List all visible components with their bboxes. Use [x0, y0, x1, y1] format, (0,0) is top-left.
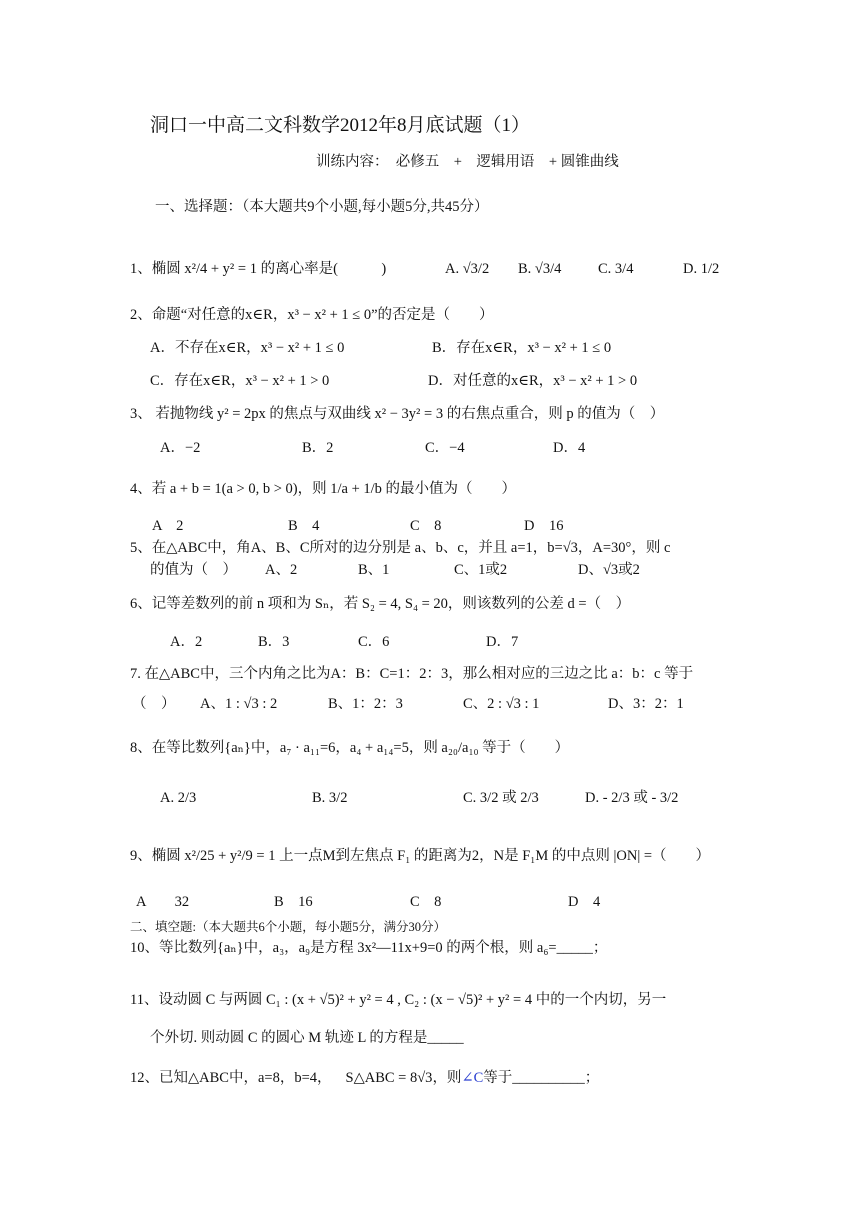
q9-stem: 9、椭圆 x²/25 + y²/9 = 1 上一点M到左焦点 F₁ 的距离为2，N是 F₁M 的中点则 |ON| =（ ）	[130, 848, 711, 864]
q8-option-b: B. 3/2	[312, 790, 348, 806]
q8-stem: 8、在等比数列{aₙ}中，a₇ · a₁₁=6，a₄ + a₁₄=5，则 a₂₀/a₁₀ 等于（ ）	[130, 740, 570, 756]
q9-option-b: B 16	[274, 894, 313, 910]
q7-stem-line2: （ ）	[132, 696, 176, 712]
q12-stem	[130, 1068, 599, 1088]
q3-stem: 3、 若抛物线 y² = 2px 的焦点与双曲线 x² − 3y² = 3 的右焦点重合，则 p 的值为（ ）	[130, 406, 665, 422]
q3-option-d: D．4	[553, 440, 586, 456]
q6-option-b: B．3	[258, 634, 290, 650]
q1-option-a: A. √3/2	[445, 261, 490, 277]
q5-stem-line1: 5、在△ABC中，角A、B、C所对的边分别是 a、b、c，并且 a=1，b=√3，A=30°，则 c	[130, 540, 671, 556]
q8-option-c: C. 3/2 或 2/3	[463, 790, 539, 806]
q1-option-b: B. √3/4	[518, 261, 562, 277]
q12-angle: ∠C	[461, 1070, 484, 1086]
q8-option-d: D. - 2/3 或 - 3/2	[585, 790, 679, 806]
q6-option-d: D．7	[486, 634, 519, 650]
q10-stem: 10、等比数列{aₙ}中，a₃，a₉是方程 3x²—11x+9=0 的两个根，则 a₆=_____；	[130, 940, 608, 956]
q9-option-d: D 4	[568, 894, 601, 910]
q11-stem-line2: 个外切. 则动圆 C 的圆心 M 轨迹 L 的方程是_____	[150, 1030, 464, 1046]
q8-option-a: A. 2/3	[160, 790, 197, 806]
q6-option-a: A．2	[170, 634, 203, 650]
q7-stem-line1: 7. 在△ABC中，三个内角之比为A：B：C=1：2：3，那么相对应的三边之比 a：b：c 等于	[130, 666, 694, 682]
q7-option-c: C、2 : √3 : 1	[463, 696, 540, 712]
q2-option-c: C．存在x∈R，x³ − x² + 1 > 0	[150, 373, 330, 389]
q1-option-c: C. 3/4	[598, 261, 634, 277]
q4-stem: 4、若 a + b = 1(a > 0, b > 0)，则 1/a + 1/b 的最小值为（ ）	[130, 481, 517, 497]
q4-option-d: D 16	[524, 518, 564, 534]
training-content: 训练内容： 必修五 + 逻辑用语 + 圆锥曲线	[316, 154, 619, 170]
q9-option-c: C 8	[410, 894, 442, 910]
q5-option-a: A、2	[265, 562, 298, 578]
q2-option-b: B．存在x∈R，x³ − x² + 1 ≤ 0	[432, 340, 612, 356]
q5-option-b: B、1	[358, 562, 390, 578]
q6-stem: 6、记等差数列的前 n 项和为 Sₙ，若 S₂ = 4, S₄ = 20，则该数列的公差 d =（ ）	[130, 596, 631, 612]
q11-stem-line1: 11、设动圆 C 与两圆 C₁ : (x + √5)² + y² = 4 , C₂ : (x − √5)² + y² = 4 中的一个内切，另一	[130, 992, 667, 1008]
q2-stem: 2、命题“对任意的x∈R，x³ − x² + 1 ≤ 0”的否定是（ ）	[130, 307, 494, 323]
q7-option-d: D、3：2：1	[608, 696, 684, 712]
q12-area-formula: S△ABC = 8√3	[345, 1070, 433, 1086]
page-title: 洞口一中高二文科数学2012年8月底试题（1）	[150, 115, 531, 136]
q3-option-a: A．−2	[160, 440, 201, 456]
q1-stem: 1、椭圆 x²/4 + y² = 1 的离心率是( )	[130, 261, 387, 277]
q4-option-c: C 8	[410, 518, 442, 534]
q4-option-a: A 2	[152, 518, 184, 534]
q7-option-b: B、1：2：3	[328, 696, 403, 712]
q2-option-d: D．对任意的x∈R，x³ − x² + 1 > 0	[428, 373, 638, 389]
section-fill-heading: 二、填空题:（本大题共6个小题，每小题5分，满分30分）	[130, 920, 446, 934]
section-choice-heading: 一、选择题：（本大题共9个小题,每小题5分,共45分）	[155, 199, 489, 215]
q12-mid: ，则	[432, 1070, 462, 1086]
q5-option-c: C、1或2	[454, 562, 508, 578]
q1-option-d: D. 1/2	[683, 261, 720, 277]
q5-stem-line2: 的值为（ ）	[150, 562, 237, 578]
q12-suffix: 等于__________；	[483, 1070, 600, 1086]
q12-prefix: 12、已知△ABC中，a=8，b=4，	[130, 1070, 332, 1086]
q5-option-d: D、√3或2	[578, 562, 640, 578]
q4-option-b: B 4	[288, 518, 320, 534]
q3-option-c: C．−4	[425, 440, 465, 456]
q7-option-a: A、1 : √3 : 2	[200, 696, 278, 712]
q9-option-a: A 32	[136, 894, 190, 910]
q6-option-c: C．6	[358, 634, 390, 650]
q2-option-a: A．不存在x∈R，x³ − x² + 1 ≤ 0	[150, 340, 345, 356]
q3-option-b: B．2	[302, 440, 334, 456]
